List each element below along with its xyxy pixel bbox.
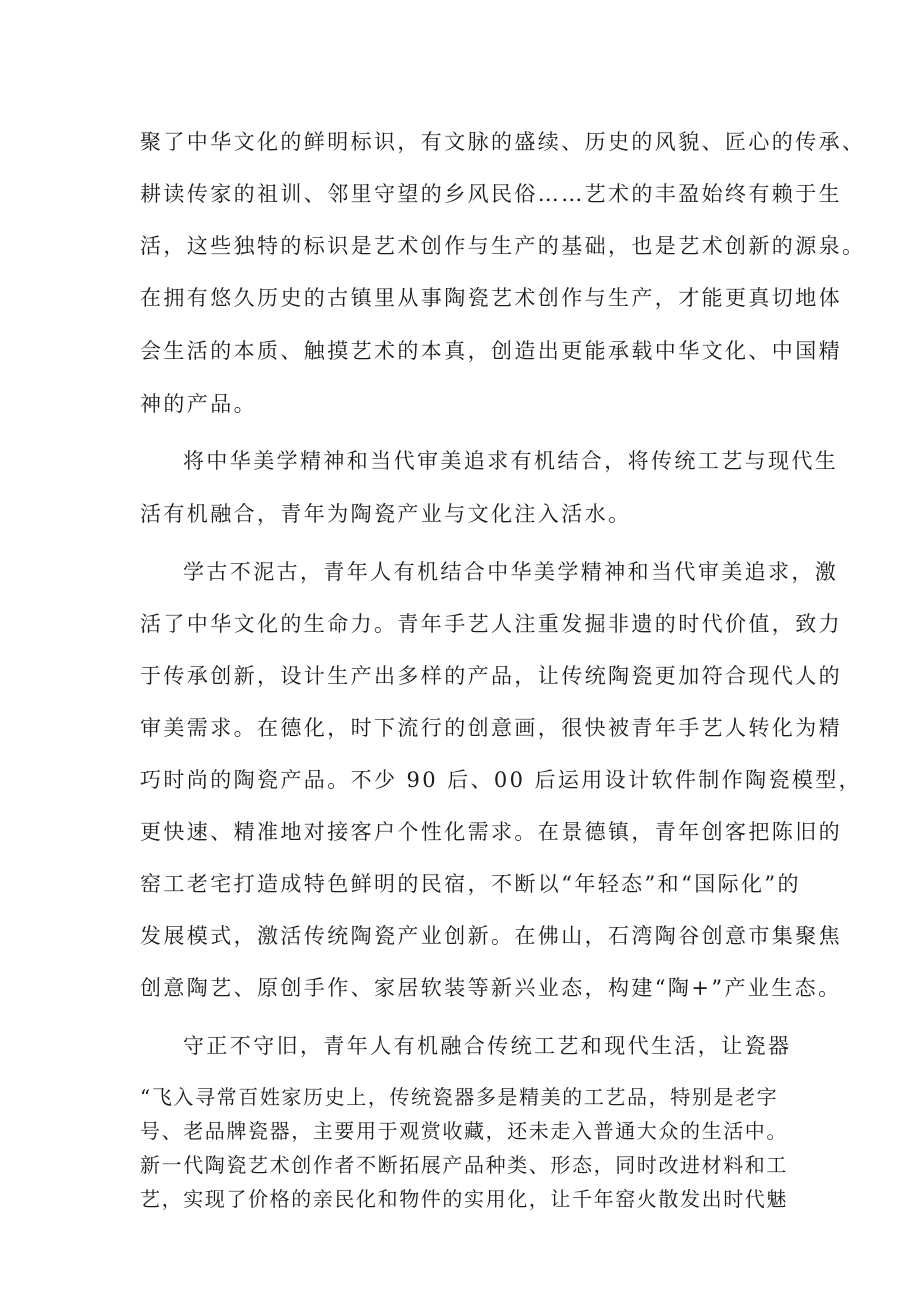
text-line-6: 神的产品。	[140, 392, 257, 416]
text-line-17: 创意陶艺、原创手作、家居软装等新兴业态，构建“陶+”产业生态。	[140, 976, 842, 1000]
text-line-5: 会生活的本质、触摸艺术的本真，创造出更能承载中华文化、中国精	[140, 339, 842, 363]
text-line-19: “飞入寻常百姓家历史上，传统瓷器多是精美的工艺品，特别是老字	[140, 1085, 779, 1109]
text-line-13: 巧时尚的陶瓷产品。不少 90 后、00 后运用设计软件制作陶瓷模型，	[140, 768, 863, 792]
text-line-22: 艺，实现了价格的亲民化和物件的实用化，让千年窑火散发出时代魅	[140, 1187, 788, 1211]
text-line-18: 守正不守旧，青年人有机融合传统工艺和现代生活，让瓷器	[183, 1034, 792, 1058]
text-line-12: 审美需求。在德化，时下流行的创意画，很快被青年手艺人转化为精	[140, 716, 842, 740]
text-line-21: 新一代陶瓷艺术创作者不断拓展产品种类、形态，同时改进材料和工	[140, 1153, 788, 1177]
text-line-4: 在拥有悠久历史的古镇里从事陶瓷艺术创作与生产，才能更真切地体	[140, 286, 842, 310]
text-line-1: 聚了中华文化的鲜明标识，有文脉的盛续、历史的风貌、匠心的传承、	[140, 130, 866, 154]
text-line-15: 窑工老宅打造成特色鲜明的民宿，不断以“年轻态”和“国际化”的	[140, 872, 801, 896]
text-line-14: 更快速、精准地对接客户个性化需求。在景德镇，青年创客把陈旧的	[140, 820, 842, 844]
text-line-10: 活了中华文化的生命力。青年手艺人注重发掘非遗的时代价值，致力	[140, 612, 842, 636]
text-line-7: 将中华美学精神和当代审美追求有机结合，将传统工艺与现代生	[183, 449, 839, 473]
text-line-3: 活，这些独特的标识是艺术创作与生产的基础，也是艺术创新的源泉。	[140, 234, 866, 258]
text-line-2: 耕读传家的祖训、邻里守望的乡风民俗……艺术的丰盈始终有赖于生	[140, 182, 842, 206]
text-line-8: 活有机融合，青年为陶瓷产业与文化注入活水。	[140, 502, 632, 526]
text-line-9: 学古不泥古，青年人有机结合中华美学精神和当代审美追求，激	[183, 560, 839, 584]
text-line-11: 于传承创新，设计生产出多样的产品，让传统陶瓷更加符合现代人的	[140, 664, 842, 688]
text-line-20: 号、老品牌瓷器，主要用于观赏收藏，还未走入普通大众的生活中。	[140, 1119, 788, 1143]
text-line-16: 发展模式，激活传统陶瓷产业创新。在佛山，石湾陶谷创意市集聚焦	[140, 924, 842, 948]
